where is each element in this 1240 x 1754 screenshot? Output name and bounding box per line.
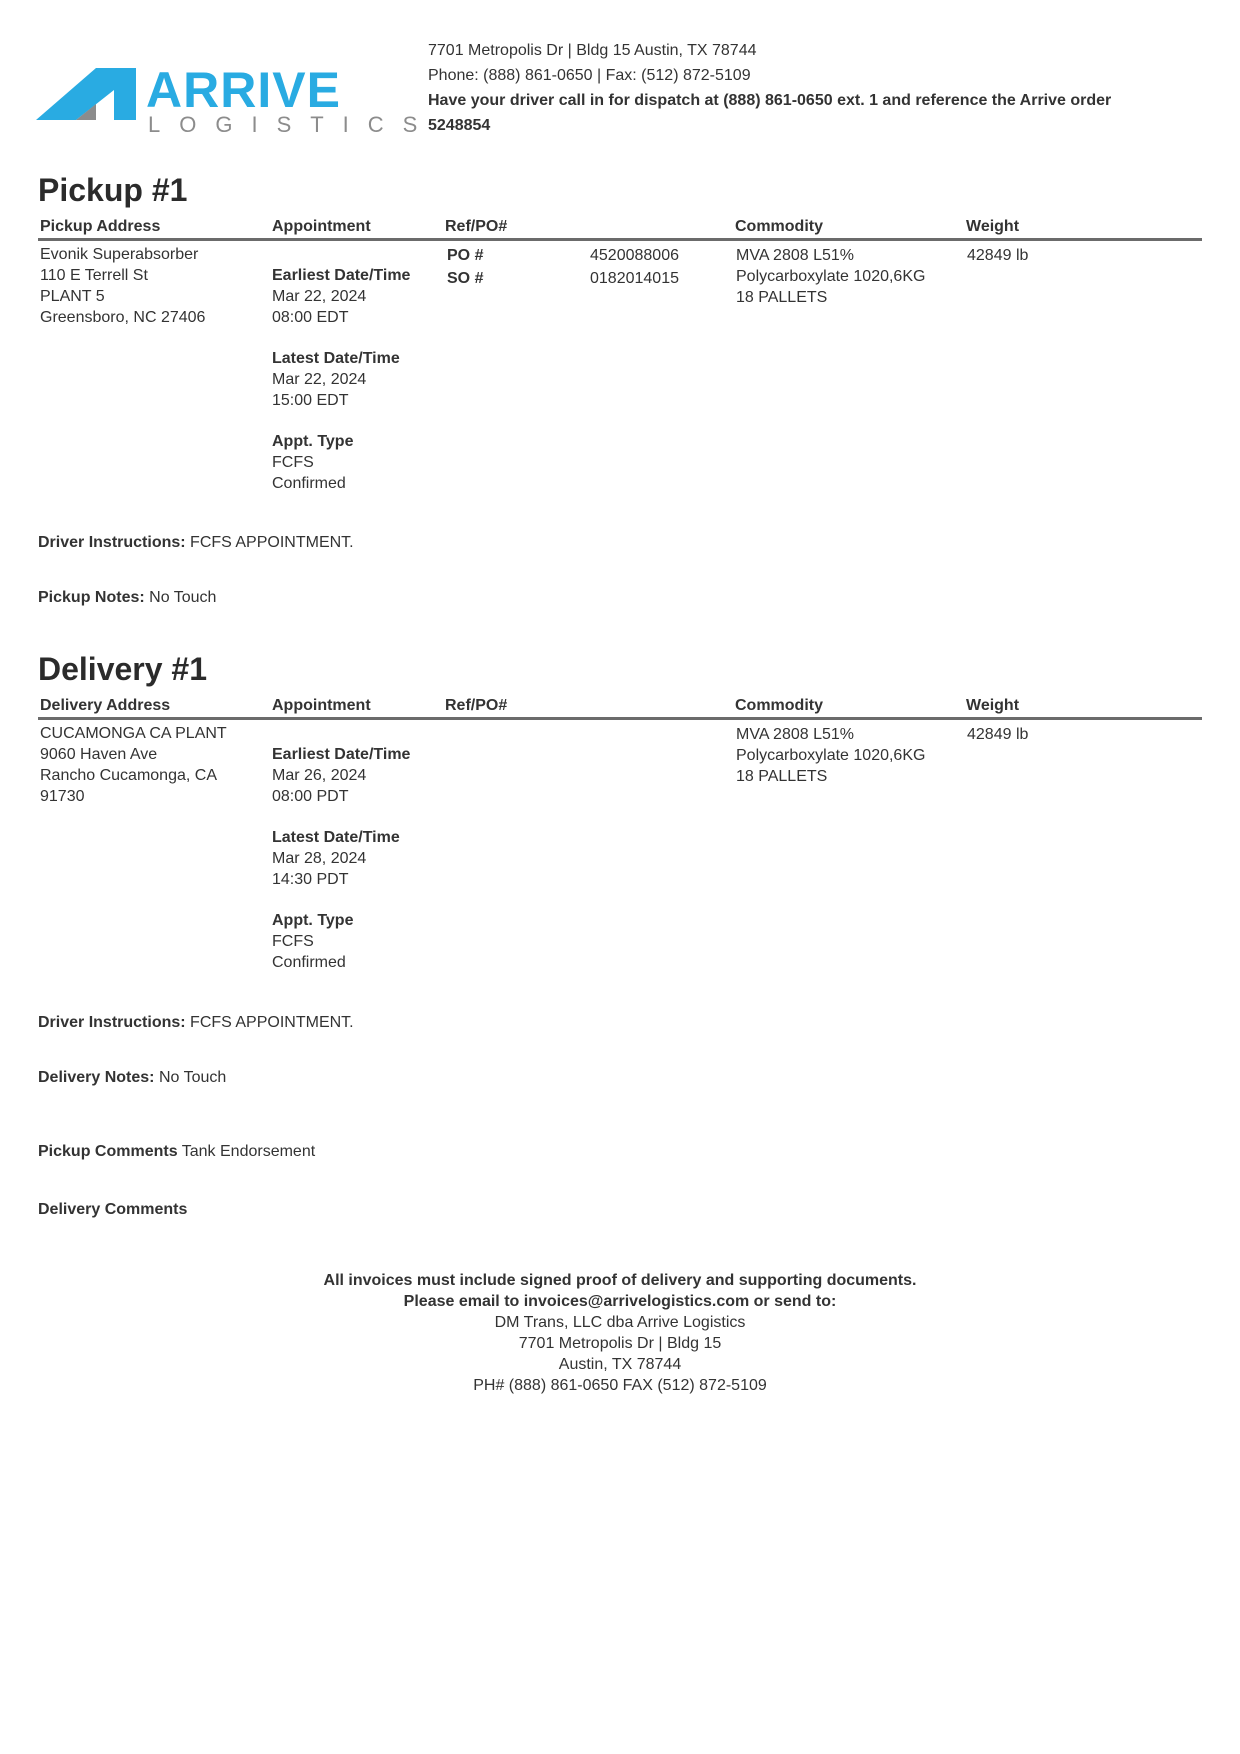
delivery-weight: 42849 lb xyxy=(967,726,1029,743)
delivery-header-ref: Ref/PO# xyxy=(445,697,508,714)
footer-street: 7701 Metropolis Dr | Bldg 15 xyxy=(518,1335,722,1352)
logo-subtitle: LOGISTICS xyxy=(148,112,437,137)
delivery-address-line: 91730 xyxy=(40,788,85,805)
earliest-time: 08:00 PDT xyxy=(272,788,349,805)
commodity-line: Polycarboxylate 1020,6KG xyxy=(736,747,926,764)
pickup-header-weight: Weight xyxy=(966,218,1020,235)
latest-date: Mar 22, 2024 xyxy=(272,371,367,388)
delivery-address-line: CUCAMONGA CA PLANT xyxy=(40,725,227,742)
pickup-header-commodity: Commodity xyxy=(735,218,823,235)
earliest-date: Mar 26, 2024 xyxy=(272,767,367,784)
delivery-header-appointment: Appointment xyxy=(272,697,371,714)
pickup-address-line: PLANT 5 xyxy=(40,288,105,305)
header-address: 7701 Metropolis Dr | Bldg 15 Austin, TX 78744 xyxy=(428,42,757,59)
appt-type-label: Appt. Type xyxy=(272,912,354,929)
pickup-notes xyxy=(38,589,216,607)
pickup-header-address: Pickup Address xyxy=(40,218,161,235)
po-label: PO # xyxy=(447,247,484,264)
pickup-commodity xyxy=(736,245,925,308)
latest-date: Mar 28, 2024 xyxy=(272,850,367,867)
pickup-address-line: Greensboro, NC 27406 xyxy=(40,309,206,326)
commodity-line: MVA 2808 L51% xyxy=(736,726,855,743)
appt-type-label: Appt. Type xyxy=(272,433,354,450)
latest-label: Latest Date/Time xyxy=(272,350,400,367)
delivery-address-line: Rancho Cucamonga, CA xyxy=(40,767,217,784)
header-phone: Phone: (888) 861-0650 | Fax: (512) 872-5109 xyxy=(428,67,751,84)
delivery-address xyxy=(40,723,227,807)
invoice-footer xyxy=(0,1270,1240,1396)
appt-type: FCFS xyxy=(272,454,314,471)
commodity-line: Polycarboxylate 1020,6KG xyxy=(736,268,926,285)
appt-status: Confirmed xyxy=(272,475,346,492)
earliest-label: Earliest Date/Time xyxy=(272,267,411,284)
latest-time: 15:00 EDT xyxy=(272,392,349,409)
footer-invoice-requirement: All invoices must include signed proof of delivery and supporting documents. xyxy=(323,1272,917,1289)
header-order-number: 5248854 xyxy=(428,117,491,134)
earliest-time: 08:00 EDT xyxy=(272,309,349,326)
pickup-header-appointment: Appointment xyxy=(272,218,371,235)
pickup-address xyxy=(40,244,205,328)
earliest-label: Earliest Date/Time xyxy=(272,746,411,763)
pickup-divider xyxy=(38,238,1202,241)
delivery-divider xyxy=(38,717,1202,720)
delivery-appointment xyxy=(272,744,410,973)
pickup-notes-label: Pickup Notes: xyxy=(38,589,145,606)
pickup-comments-label: Pickup Comments xyxy=(38,1143,178,1160)
footer-city: Austin, TX 78744 xyxy=(558,1356,682,1373)
driver-instructions-label: Driver Instructions: xyxy=(38,534,186,551)
driver-instructions-text: FCFS APPOINTMENT. xyxy=(190,1014,354,1031)
pickup-address-line: Evonik Superabsorber xyxy=(40,246,199,263)
pickup-comments-text: Tank Endorsement xyxy=(181,1143,316,1160)
pickup-notes-text: No Touch xyxy=(149,589,217,606)
delivery-comments-label: Delivery Comments xyxy=(38,1201,188,1218)
po-value: 4520088006 xyxy=(590,247,679,264)
commodity-line: 18 PALLETS xyxy=(736,768,828,785)
delivery-address-line: 9060 Haven Ave xyxy=(40,746,158,763)
delivery-header-commodity: Commodity xyxy=(735,697,823,714)
delivery-header-address: Delivery Address xyxy=(40,697,171,714)
delivery-header-weight: Weight xyxy=(966,697,1020,714)
delivery-commodity xyxy=(736,724,925,787)
appt-status: Confirmed xyxy=(272,954,346,971)
delivery-notes-text: No Touch xyxy=(158,1069,227,1086)
appt-type: FCFS xyxy=(272,933,314,950)
driver-instructions-label: Driver Instructions: xyxy=(38,1014,186,1031)
delivery-notes-label: Delivery Notes: xyxy=(38,1069,155,1086)
pickup-appointment xyxy=(272,265,410,494)
earliest-date: Mar 22, 2024 xyxy=(272,288,367,305)
delivery-driver-instructions xyxy=(38,1014,354,1032)
pickup-address-line: 110 E Terrell St xyxy=(40,267,148,284)
pickup-weight: 42849 lb xyxy=(967,247,1029,264)
logo-wordmark: ARRIVE xyxy=(146,62,341,118)
pickup-title: Pickup #1 xyxy=(38,172,188,208)
delivery-title: Delivery #1 xyxy=(38,651,208,687)
pickup-comments xyxy=(38,1143,315,1161)
commodity-line: 18 PALLETS xyxy=(736,289,828,306)
so-value: 0182014015 xyxy=(590,270,679,287)
delivery-notes xyxy=(38,1069,226,1087)
so-label: SO # xyxy=(447,270,484,287)
driver-instructions-text: FCFS APPOINTMENT. xyxy=(190,534,354,551)
pickup-driver-instructions xyxy=(38,534,354,552)
latest-label: Latest Date/Time xyxy=(272,829,400,846)
footer-company: DM Trans, LLC dba Arrive Logistics xyxy=(494,1314,746,1331)
pickup-header-ref: Ref/PO# xyxy=(445,218,508,235)
header-dispatch-note: Have your driver call in for dispatch at (888) 861-0650 ext. 1 and reference the Arrive order xyxy=(428,92,1112,109)
arrive-logistics-logo xyxy=(36,60,437,138)
commodity-line: MVA 2808 L51% xyxy=(736,247,855,264)
footer-email-instruction: Please email to invoices@arrivelogistics.com or send to: xyxy=(403,1293,837,1310)
footer-phone-fax: PH# (888) 861-0650 FAX (512) 872-5109 xyxy=(473,1377,767,1394)
latest-time: 14:30 PDT xyxy=(272,871,349,888)
delivery-comments xyxy=(38,1201,187,1219)
